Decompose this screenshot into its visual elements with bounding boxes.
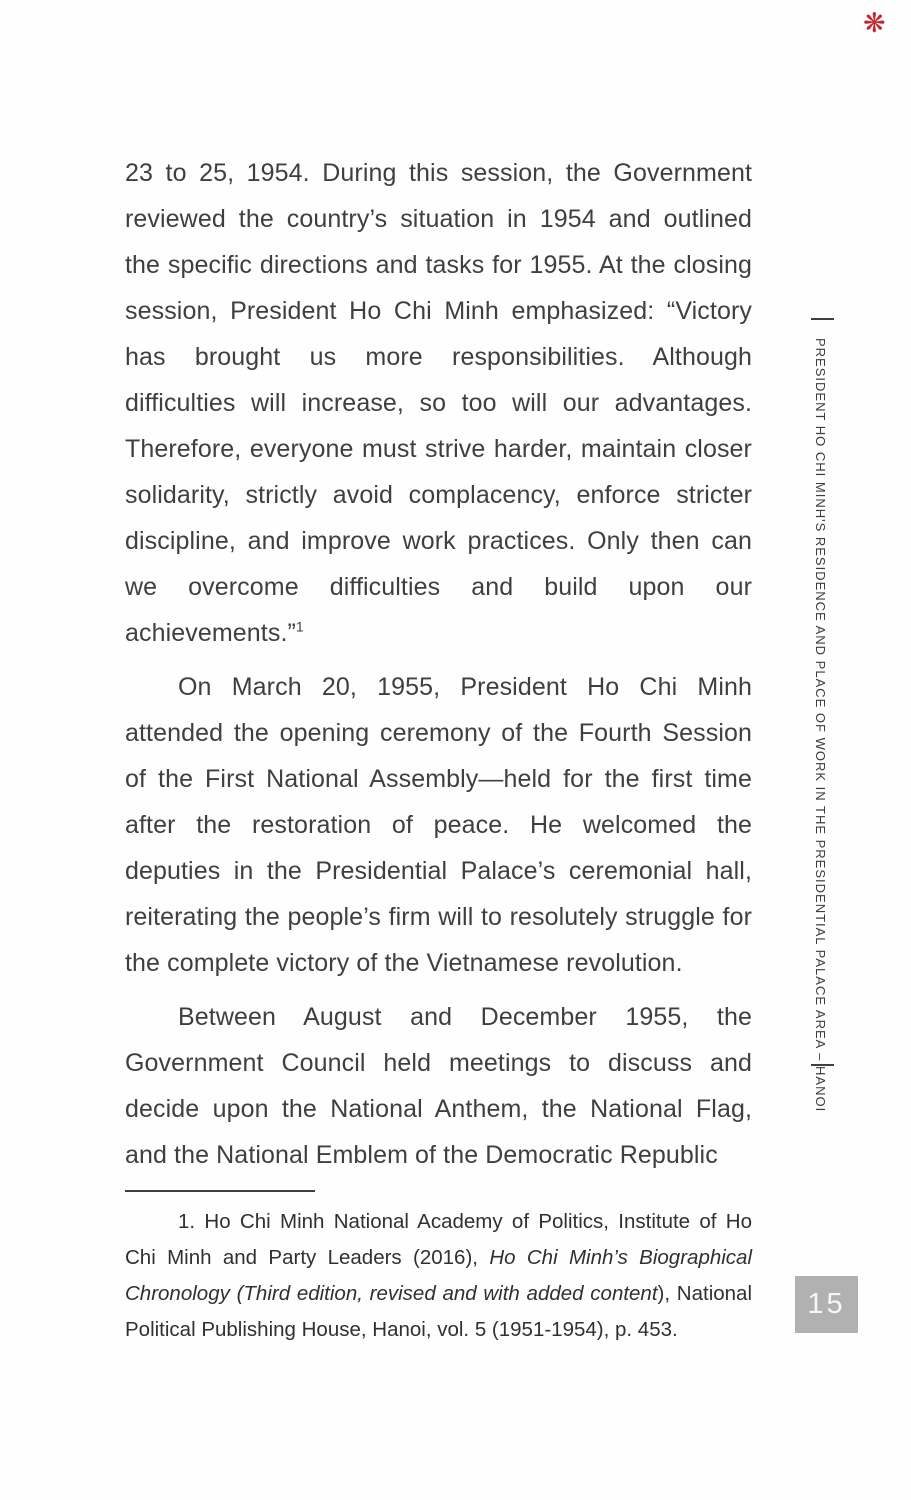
body-paragraph: Between August and December 1955, the Government Council held meetings to discuss and decide upon the National Anthem, the National Flag, and the National Emblem of the Democratic Republic	[125, 1003, 752, 1169]
footnote-text: 1. Ho Chi Minh National Academy of Politics, Institute of Ho Chi Minh and Party Leaders (2016),	[125, 1210, 752, 1269]
page-number-box	[795, 1276, 858, 1333]
flower-asterisk-icon: ❋	[863, 8, 886, 38]
footnote-text-italic: Ho Chi Minh’s Biographical Chronology (Third edition, revised and with added content	[125, 1246, 753, 1305]
body-text	[125, 150, 752, 1186]
body-paragraph: On March 20, 1955, President Ho Chi Minh attended the opening ceremony of the Fourth Session of the First National Assembly—held for the first time after the restoration of peace. He welcomed the deputies in the Presidential Palace’s ceremonial hall, reiterating the people’s firm will to resolutely struggle for the complete victory of the Vietnamese revolution.	[125, 673, 752, 977]
paragraph-text: 23 to 25, 1954. During this session, the Government reviewed the country’s situation in 1954 and outlined the specific directions and tasks for 1955. At the closing session, President Ho Chi Minh emphasized: “Victory has brought us more responsibilities. Although difficulties will increase, so too will our advantages. Therefore, everyone must strive harder, maintain closer solidarity, strictly avoid complacency, enforce stricter discipline, and improve work practices. Only then can we overcome difficulties and build upon our achievements.”	[125, 159, 752, 647]
page-number: 15	[807, 1288, 846, 1320]
footnote-text: ), National Political Publishing House, Hanoi, vol. 5 (1951-1954), p. 453.	[125, 1282, 753, 1341]
sidebar-vertical-title: PRESIDENT HO CHI MINH'S RESIDENCE AND PLACE OF WORK IN THE PRESIDENTIAL PALACE AREA – HANOI	[813, 338, 828, 1113]
footnote-divider	[125, 1190, 315, 1192]
sidebar-rule-bottom	[811, 1064, 834, 1066]
sidebar-rule-top	[811, 318, 834, 320]
body-paragraph	[125, 150, 752, 656]
footnote-ref: 1	[295, 618, 304, 635]
footnote	[125, 1204, 752, 1348]
